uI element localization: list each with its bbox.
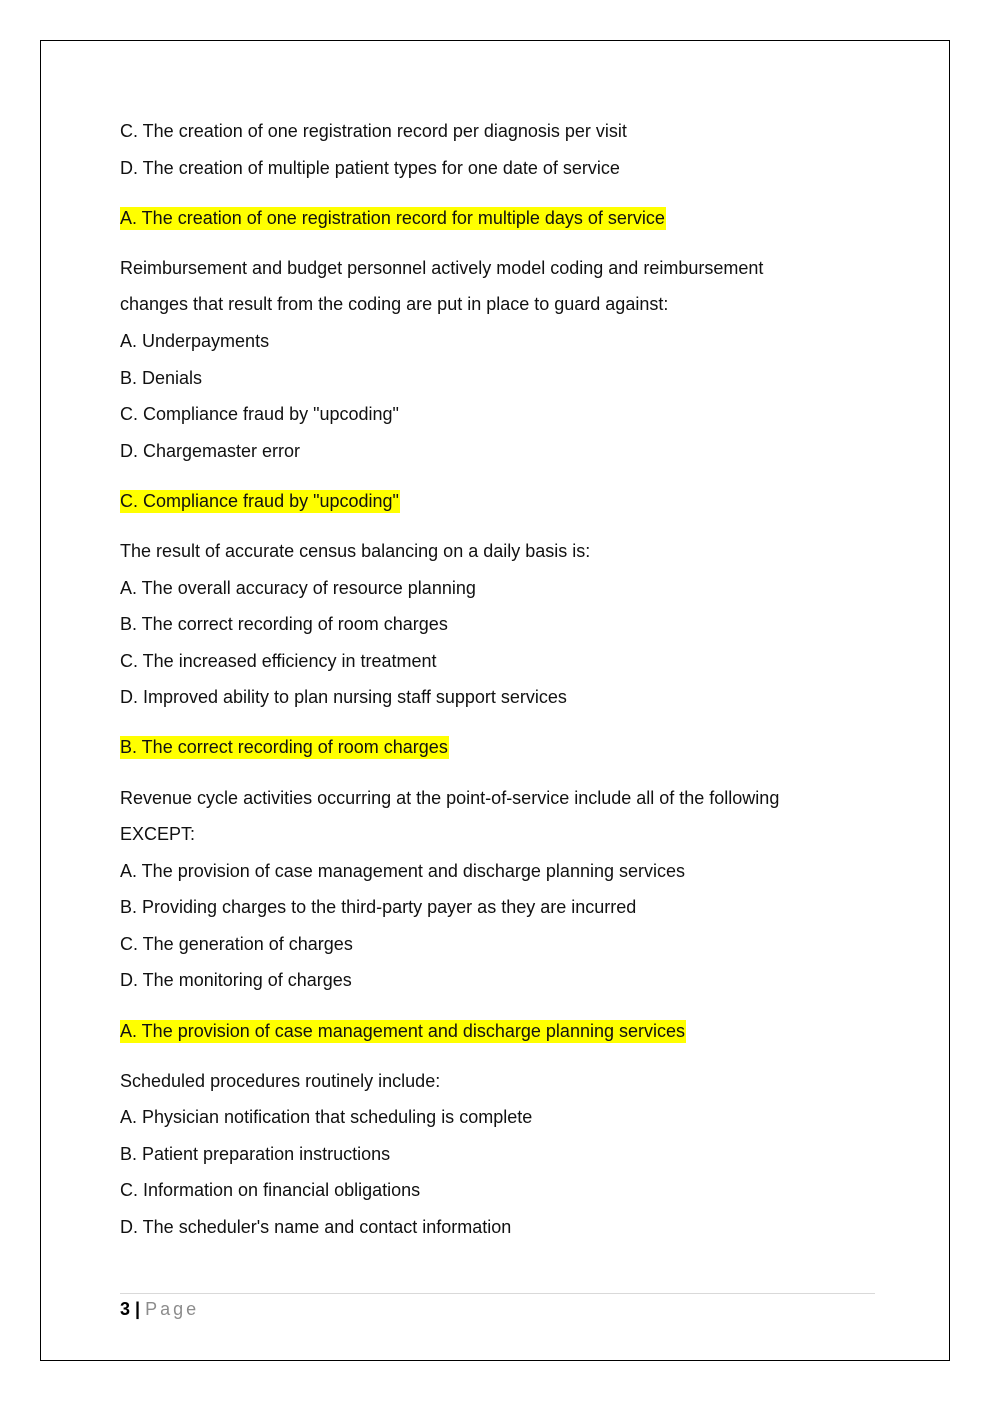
option-text: B. The correct recording of room charges: [120, 614, 448, 635]
option-text: D. Improved ability to plan nursing staff support services: [120, 687, 567, 708]
option-text: C. Information on financial obligations: [120, 1180, 421, 1201]
option-text: D. The creation of multiple patient types for one date of service: [120, 157, 620, 178]
answer-line: [120, 204, 880, 241]
spacer: [120, 473, 880, 487]
highlighted-answer: A. The creation of one registration record for multiple days of service: [120, 207, 665, 228]
page-footer: [120, 1293, 875, 1320]
question-text: Reimbursement and budget personnel actively model coding and reimbursement: [120, 257, 764, 278]
answer-line: [120, 733, 880, 770]
document-body: [120, 117, 880, 1250]
option-text: B. Providing charges to the third-party payer as they are incurred: [120, 897, 637, 918]
highlighted-answer: A. The provision of case management and discharge planning services: [120, 1020, 685, 1041]
option-text: A. Physician notification that scheduling is complete: [120, 1107, 533, 1128]
option-text: B. Denials: [120, 367, 203, 388]
answer-line: [120, 487, 880, 524]
spacer: [120, 190, 880, 204]
highlighted-answer: C. Compliance fraud by "upcoding": [120, 490, 399, 511]
question-text: changes that result from the coding are put in place to guard against:: [120, 294, 669, 315]
option-text: D. The scheduler's name and contact information: [120, 1217, 512, 1238]
spacer: [120, 1053, 880, 1067]
spacer: [120, 770, 880, 784]
page-number: 3: [120, 1299, 131, 1319]
spacer: [120, 720, 880, 734]
option-text: D. The monitoring of charges: [120, 970, 352, 991]
option-text: D. Chargemaster error: [120, 440, 301, 461]
highlighted-answer: B. The correct recording of room charges: [120, 737, 448, 758]
answer-line: [120, 1017, 880, 1054]
page-separator: |: [135, 1299, 141, 1319]
option-text: C. Compliance fraud by "upcoding": [120, 404, 399, 425]
option-text: A. The overall accuracy of resource planning: [120, 577, 476, 598]
option-text: B. Patient preparation instructions: [120, 1143, 391, 1164]
option-text: A. Underpayments: [120, 330, 270, 351]
page-label: Page: [145, 1299, 200, 1319]
spacer: [120, 523, 880, 537]
spacer: [120, 1003, 880, 1017]
option-text: C. The increased efficiency in treatment: [120, 650, 437, 671]
option-text: C. The creation of one registration record per diagnosis per visit: [120, 121, 627, 141]
spacer: [120, 240, 880, 254]
question-text: Scheduled procedures routinely include:: [120, 1070, 441, 1091]
question-text: Revenue cycle activities occurring at the point-of-service include all of the following: [120, 787, 780, 808]
option-text: C. The generation of charges: [120, 933, 353, 954]
option-text: A. The provision of case management and discharge planning services: [120, 860, 685, 881]
question-text: The result of accurate census balancing on a daily basis is:: [120, 540, 591, 561]
question-text: EXCEPT:: [120, 824, 196, 845]
